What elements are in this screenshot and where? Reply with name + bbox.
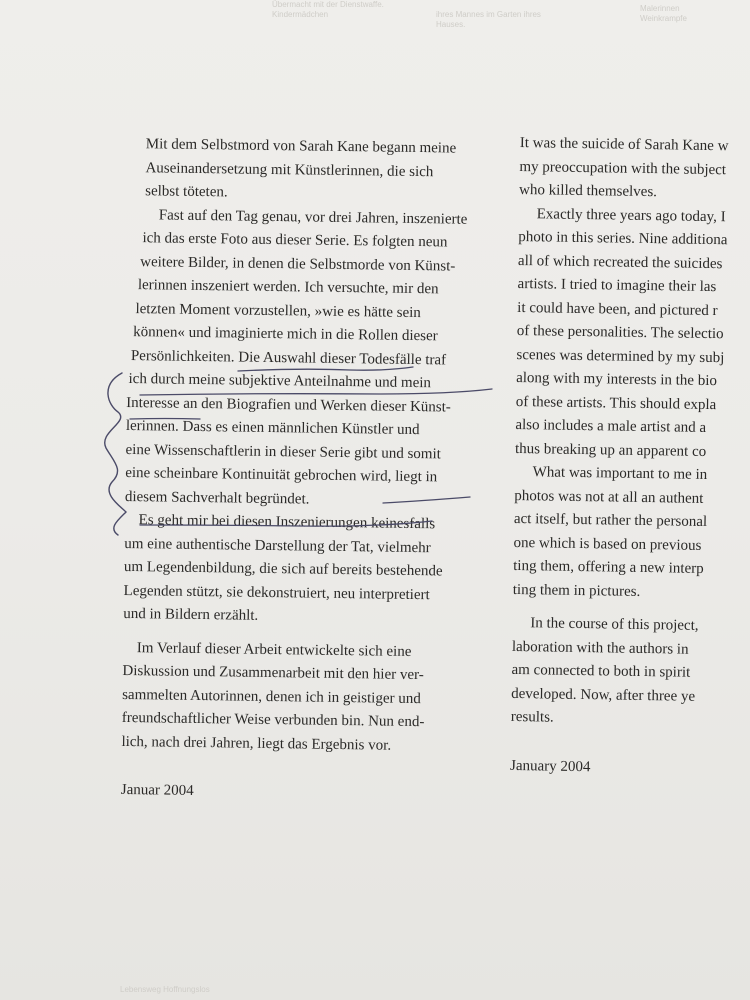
text-line: Es geht mir bei diesen Inszenierungen keinesfalls xyxy=(138,512,436,533)
german-paragraph-3 xyxy=(123,509,500,632)
text-line: und in Bildern erzählt. xyxy=(123,605,259,624)
text-line: thus breaking up an apparent co xyxy=(514,440,707,460)
german-paragraph-2 xyxy=(125,203,504,514)
text-line: act itself, but rather the personal xyxy=(513,510,708,530)
text-line: Exactly three years ago today, I xyxy=(536,205,726,225)
text-line: along with my interests in the bio xyxy=(516,369,718,390)
english-paragraph-2 xyxy=(515,202,750,465)
text-line: one which is based on previous xyxy=(513,534,702,554)
text-line: my preoccupation with the subject xyxy=(519,158,727,178)
bleed-through-bottom: Lebensweg Hoffnungslos xyxy=(120,985,210,994)
text-line: of these artists. This should expla xyxy=(515,393,717,413)
text-line: Fast auf den Tag genau, vor drei Jahren, inszenierte xyxy=(158,206,468,228)
text-line: sammelten Autorinnen, denen ich in geistiger und xyxy=(122,686,421,707)
text-line: It was the suicide of Sarah Kane w xyxy=(519,134,729,155)
text-line: Legenden stützt, sie dekonstruiert, neu interpretiert xyxy=(123,582,430,603)
text-line: it could have been, and pictured r xyxy=(517,299,718,319)
german-date: Januar 2004 xyxy=(120,781,194,799)
text-line: Im Verlauf dieser Arbeit entwickelte sich eine xyxy=(136,639,412,660)
text-line: selbst töteten. xyxy=(145,183,228,201)
english-paragraph-3 xyxy=(513,461,750,607)
text-line: scenes was determined by my subj xyxy=(516,346,725,366)
text-line: freundschaftlicher Weise verbunden bin. Nun end- xyxy=(121,709,425,731)
text-line: ting them in pictures. xyxy=(512,581,641,600)
text-line: of these personalities. The selectio xyxy=(516,322,724,343)
text-line: um eine authentische Darstellung der Tat, vielmehr xyxy=(124,535,431,556)
bleed-through-top-mid-2: ihres Mannes im Garten ihres Hauses. xyxy=(436,10,541,29)
text-line: letzten Moment vorzustellen, »wie es hätte sein xyxy=(135,300,421,321)
text-line: lich, nach drei Jahren, liegt das Ergebnis vor. xyxy=(121,733,392,754)
text-line: ich durch meine subjektive Anteilnahme und mein xyxy=(128,371,432,392)
text-line: können« und imaginierte mich in die Rollen dieser xyxy=(133,324,438,345)
german-paragraph-1 xyxy=(129,133,505,209)
text-line: also includes a male artist and a xyxy=(515,416,707,436)
text-line: Mit dem Selbstmord von Sarah Kane begann meine xyxy=(145,136,457,157)
text-line: photos was not at all an authent xyxy=(514,487,704,507)
english-text-column xyxy=(510,132,750,783)
text-line: am connected to both in spirit xyxy=(511,661,691,681)
text-line: Auseinandersetzung mit Künstlerinnen, die sich xyxy=(145,159,434,180)
text-line: weitere Bilder, in denen die Selbstmorde von Künst- xyxy=(140,253,456,275)
text-line: eine scheinbare Kontinuität gebrochen wird, liegt in xyxy=(125,464,438,486)
text-line: who killed themselves. xyxy=(518,181,658,201)
text-line: eine Wissenschaftlerin in dieser Serie gibt und somit xyxy=(125,441,441,462)
text-line: lerinnen inszeniert werden. Ich versuchte, mir den xyxy=(137,277,439,298)
german-paragraph-4 xyxy=(121,636,498,759)
german-text-column xyxy=(121,133,505,808)
text-line: ting them, offering a new interp xyxy=(513,557,704,577)
english-date: January 2004 xyxy=(509,757,591,775)
text-line: artists. I tried to imagine their las xyxy=(517,275,717,296)
text-line: Diskussion und Zusammenarbeit mit den hier ver- xyxy=(122,662,424,684)
text-line: diesem Sachverhalt begründet. xyxy=(124,488,310,508)
text-line: ich das erste Foto aus dieser Serie. Es folgten neun xyxy=(142,230,448,251)
english-paragraph-1 xyxy=(519,132,750,208)
text-line: photo in this series. Nine additiona xyxy=(518,228,728,249)
text-line: What was important to me in xyxy=(532,464,708,483)
text-line: Interesse an den Biografien und Werken dieser Künst- xyxy=(126,394,451,416)
text-line: lerinnen. Dass es einen männlichen Künstler und xyxy=(125,417,420,439)
text-line: all of which recreated the suicides xyxy=(517,252,723,272)
text-line: In the course of this project, xyxy=(530,615,699,634)
text-line: results. xyxy=(510,708,554,726)
margin-squiggle xyxy=(105,373,126,535)
text-line: developed. Now, after three ye xyxy=(511,685,696,705)
text-line: Persönlichkeiten. Die Auswahl dieser Todesfälle traf xyxy=(130,347,447,368)
bleed-through-top-mid-1: Übermacht mit der Dienstwaffe. Kindermädchen xyxy=(272,0,384,19)
english-paragraph-4 xyxy=(511,612,750,735)
text-line: um Legendenbildung, die sich auf bereits bestehende xyxy=(123,558,443,580)
text-line: laboration with the authors in xyxy=(511,638,689,658)
bleed-through-top-right: Malerinnen Weinkrampfe xyxy=(640,4,687,23)
